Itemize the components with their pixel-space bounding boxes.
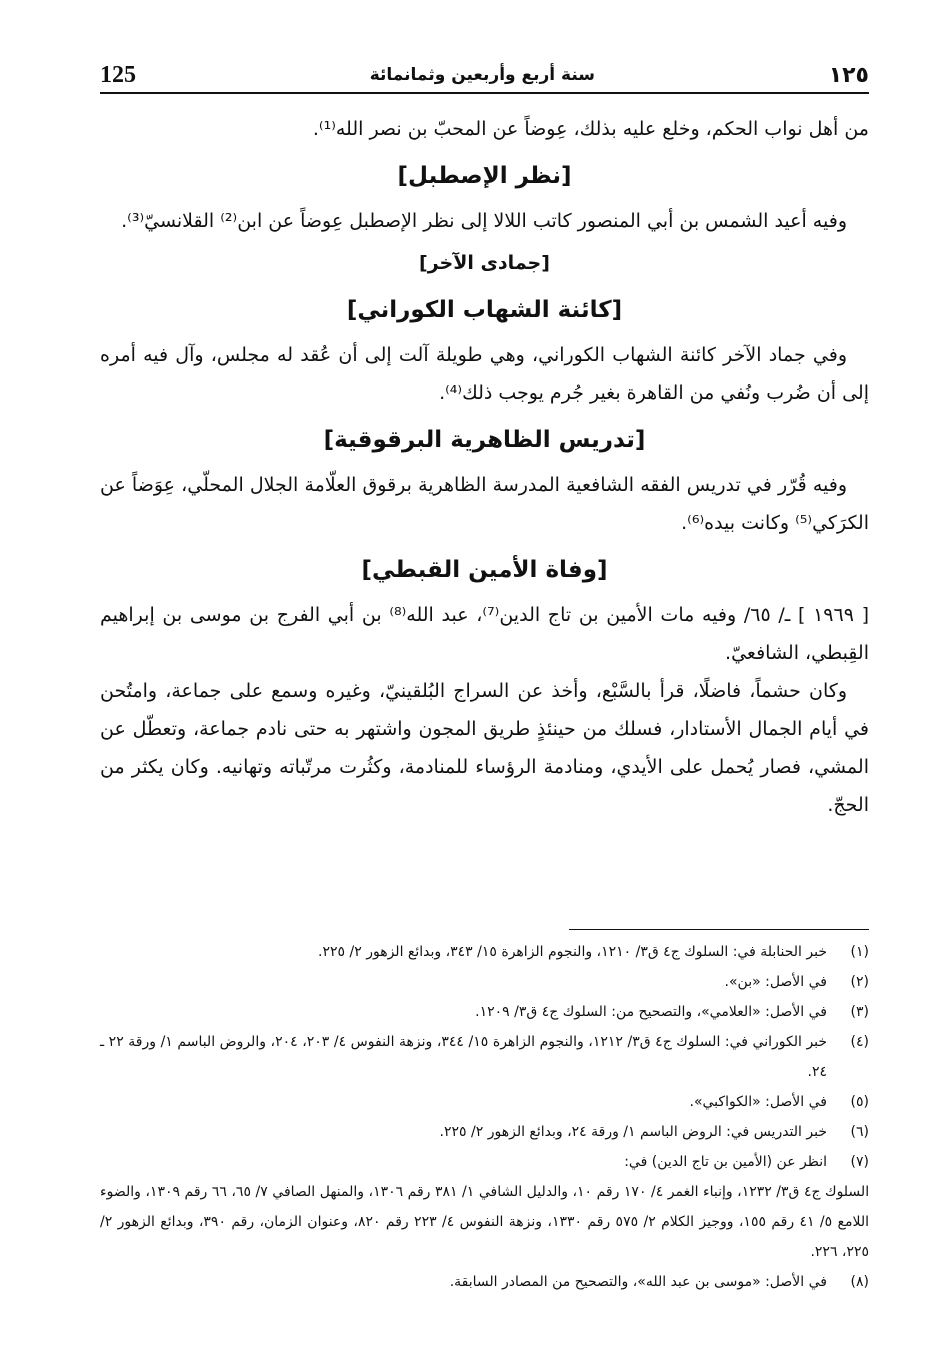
footnote-continuation: السلوك ج٤ ق٣/ ١٢٣٢، وإنباء الغمر ٤/ ١٧٠ رقم ١٠، والدليل الشافي ١/ ٣٨١ رقم ١٣٠٦، والمنهل الصافي ٧/ ٦٥، ٦٦ رقم ١٣٠٩، والضوء اللامع ٥/ ٤١ رقم ١٥٥، ووجيز الكلام ٢/ ٥٧٥ رقم ١٣٣٠، ونزهة النفوس ٤/ ٢٢٣ رقم ٨٢٠، وعنوان الزمان، رقم ٣٩٠، وبدائع الزهور ٢/ ٢٢٥، ٢٢٦.	[100, 1184, 870, 1260]
running-title: سنة أربع وأربعين وثمانمائة	[369, 65, 596, 85]
page-header	[100, 58, 869, 94]
footnote	[100, 997, 869, 1027]
footnote-divider	[569, 929, 869, 930]
footnote-number: (١)	[850, 944, 869, 960]
footnote-text: خبر الكوراني في: السلوك ج٤ ق٣/ ١٢١٢، والنجوم الزاهرة ١٥/ ٣٤٤، ونزهة النفوس ٤/ ٢٠٣، ٢٠٤، والروض الباسم ١/ ورقة ٢٢ ـ ٢٤.	[100, 1034, 828, 1080]
footnote-number: (٥)	[850, 1094, 869, 1110]
footnote-text: خبر الحنابلة في: السلوك ج٤ ق٣/ ١٢١٠، والنجوم الزاهرة ١٥/ ٣٤٣، وبدائع الزهور ٢/ ٢٢٥.	[318, 944, 827, 960]
footnote-number: (٧)	[850, 1154, 869, 1170]
main-text	[100, 110, 869, 824]
heading-wafat: [وفاة الأمين القبطي]	[361, 557, 608, 583]
paragraph-istabl: وفيه أعيد الشمس بن أبي المنصور كاتب اللالا إلى نظر الإصطبل عِوضاً عن ابن⁽²⁾ القلانسيّ⁽³⁾.	[121, 210, 847, 232]
footnote	[100, 967, 869, 997]
footnote-text: في الأصل: «بن».	[724, 974, 827, 990]
footnotes	[100, 937, 869, 1297]
footnote-number: (٨)	[850, 1274, 869, 1290]
heading-tadris: [تدريس الظاهرية البرقوقية]	[323, 427, 646, 453]
footnote	[100, 1027, 869, 1087]
paragraph-tadris: وفيه قُرّر في تدريس الفقه الشافعية المدرسة الظاهرية برقوق العلّامة الجلال المحلّي، عِوَضاً عن الكرَكي⁽⁵⁾ وكانت بيده⁽⁶⁾.	[100, 474, 869, 534]
footnote-number: (٦)	[850, 1124, 869, 1140]
footnote	[100, 1117, 869, 1147]
page-number-latin: 125	[100, 61, 136, 88]
footnote-text: خبر التدريس في: الروض الباسم ١/ ورقة ٢٤، وبدائع الزهور ٢/ ٢٢٥.	[439, 1124, 827, 1140]
footnote-number: (٤)	[850, 1034, 869, 1050]
footnote-text: في الأصل: «الكواكبي».	[689, 1094, 827, 1110]
footnote	[100, 1267, 869, 1297]
heading-kaina: [كائنة الشهاب الكوراني]	[346, 297, 623, 323]
paragraph-continuation: من أهل نواب الحكم، وخلع عليه بذلك، عِوضاً عن المحبّ بن نصر الله⁽¹⁾.	[312, 118, 869, 140]
paragraph-kaina: وفي جماد الآخر كائنة الشهاب الكوراني، وهي طويلة آلت إلى أن عُقد له مجلس، وآل فيه أمره إلى أن ضُرب ونُفي من القاهرة بغير جُرم يوجب ذلك⁽⁴⁾.	[100, 344, 869, 404]
heading-jumada: [جمادى الآخر]	[419, 252, 550, 274]
footnote-text: انظر عن (الأمين بن تاج الدين) في:	[624, 1154, 827, 1170]
footnote	[100, 937, 869, 967]
footnote	[100, 1087, 869, 1117]
footnote-number: (٢)	[850, 974, 869, 990]
heading-istabl: [نظر الإصطبل]	[397, 163, 572, 189]
footnote-text: في الأصل: «العلامي»، والتصحيح من: السلوك ج٤ ق٣/ ١٢٠٩.	[475, 1004, 827, 1020]
page-number-arabic: ١٢٥	[828, 62, 869, 88]
footnote-text: في الأصل: «موسى بن عبد الله»، والتصحيح من المصادر السابقة.	[449, 1274, 827, 1290]
paragraph-biography: وكان حشماً، فاضلًا، قرأ بالسَّبْع، وأخذ عن السراج البُلقينيّ، وغيره وسمع على جماعة، وامتُحن في أيام الجمال الأستادار، فسلك من حينئذٍ طريق المجون واشتهر به حتى نادم جماعة، وتعطّل عن المشي، فصار يُحمل على الأيدي، ومنادمة الرؤساء للمنادمة، وكثُرت مرتّباته وتهانيه. وكان يكثر من الحجّ.	[100, 680, 869, 816]
footnote-number: (٣)	[850, 1004, 869, 1020]
footnote	[100, 1147, 869, 1177]
paragraph-entry-1969: [ ١٩٦٩ ] ـ/ ٦٥/ وفيه مات الأمين بن تاج الدين⁽⁷⁾، عبد الله⁽⁸⁾ بن أبي الفرج بن موسى بن إبراهيم القِبطي، الشافعيّ.	[100, 604, 869, 664]
